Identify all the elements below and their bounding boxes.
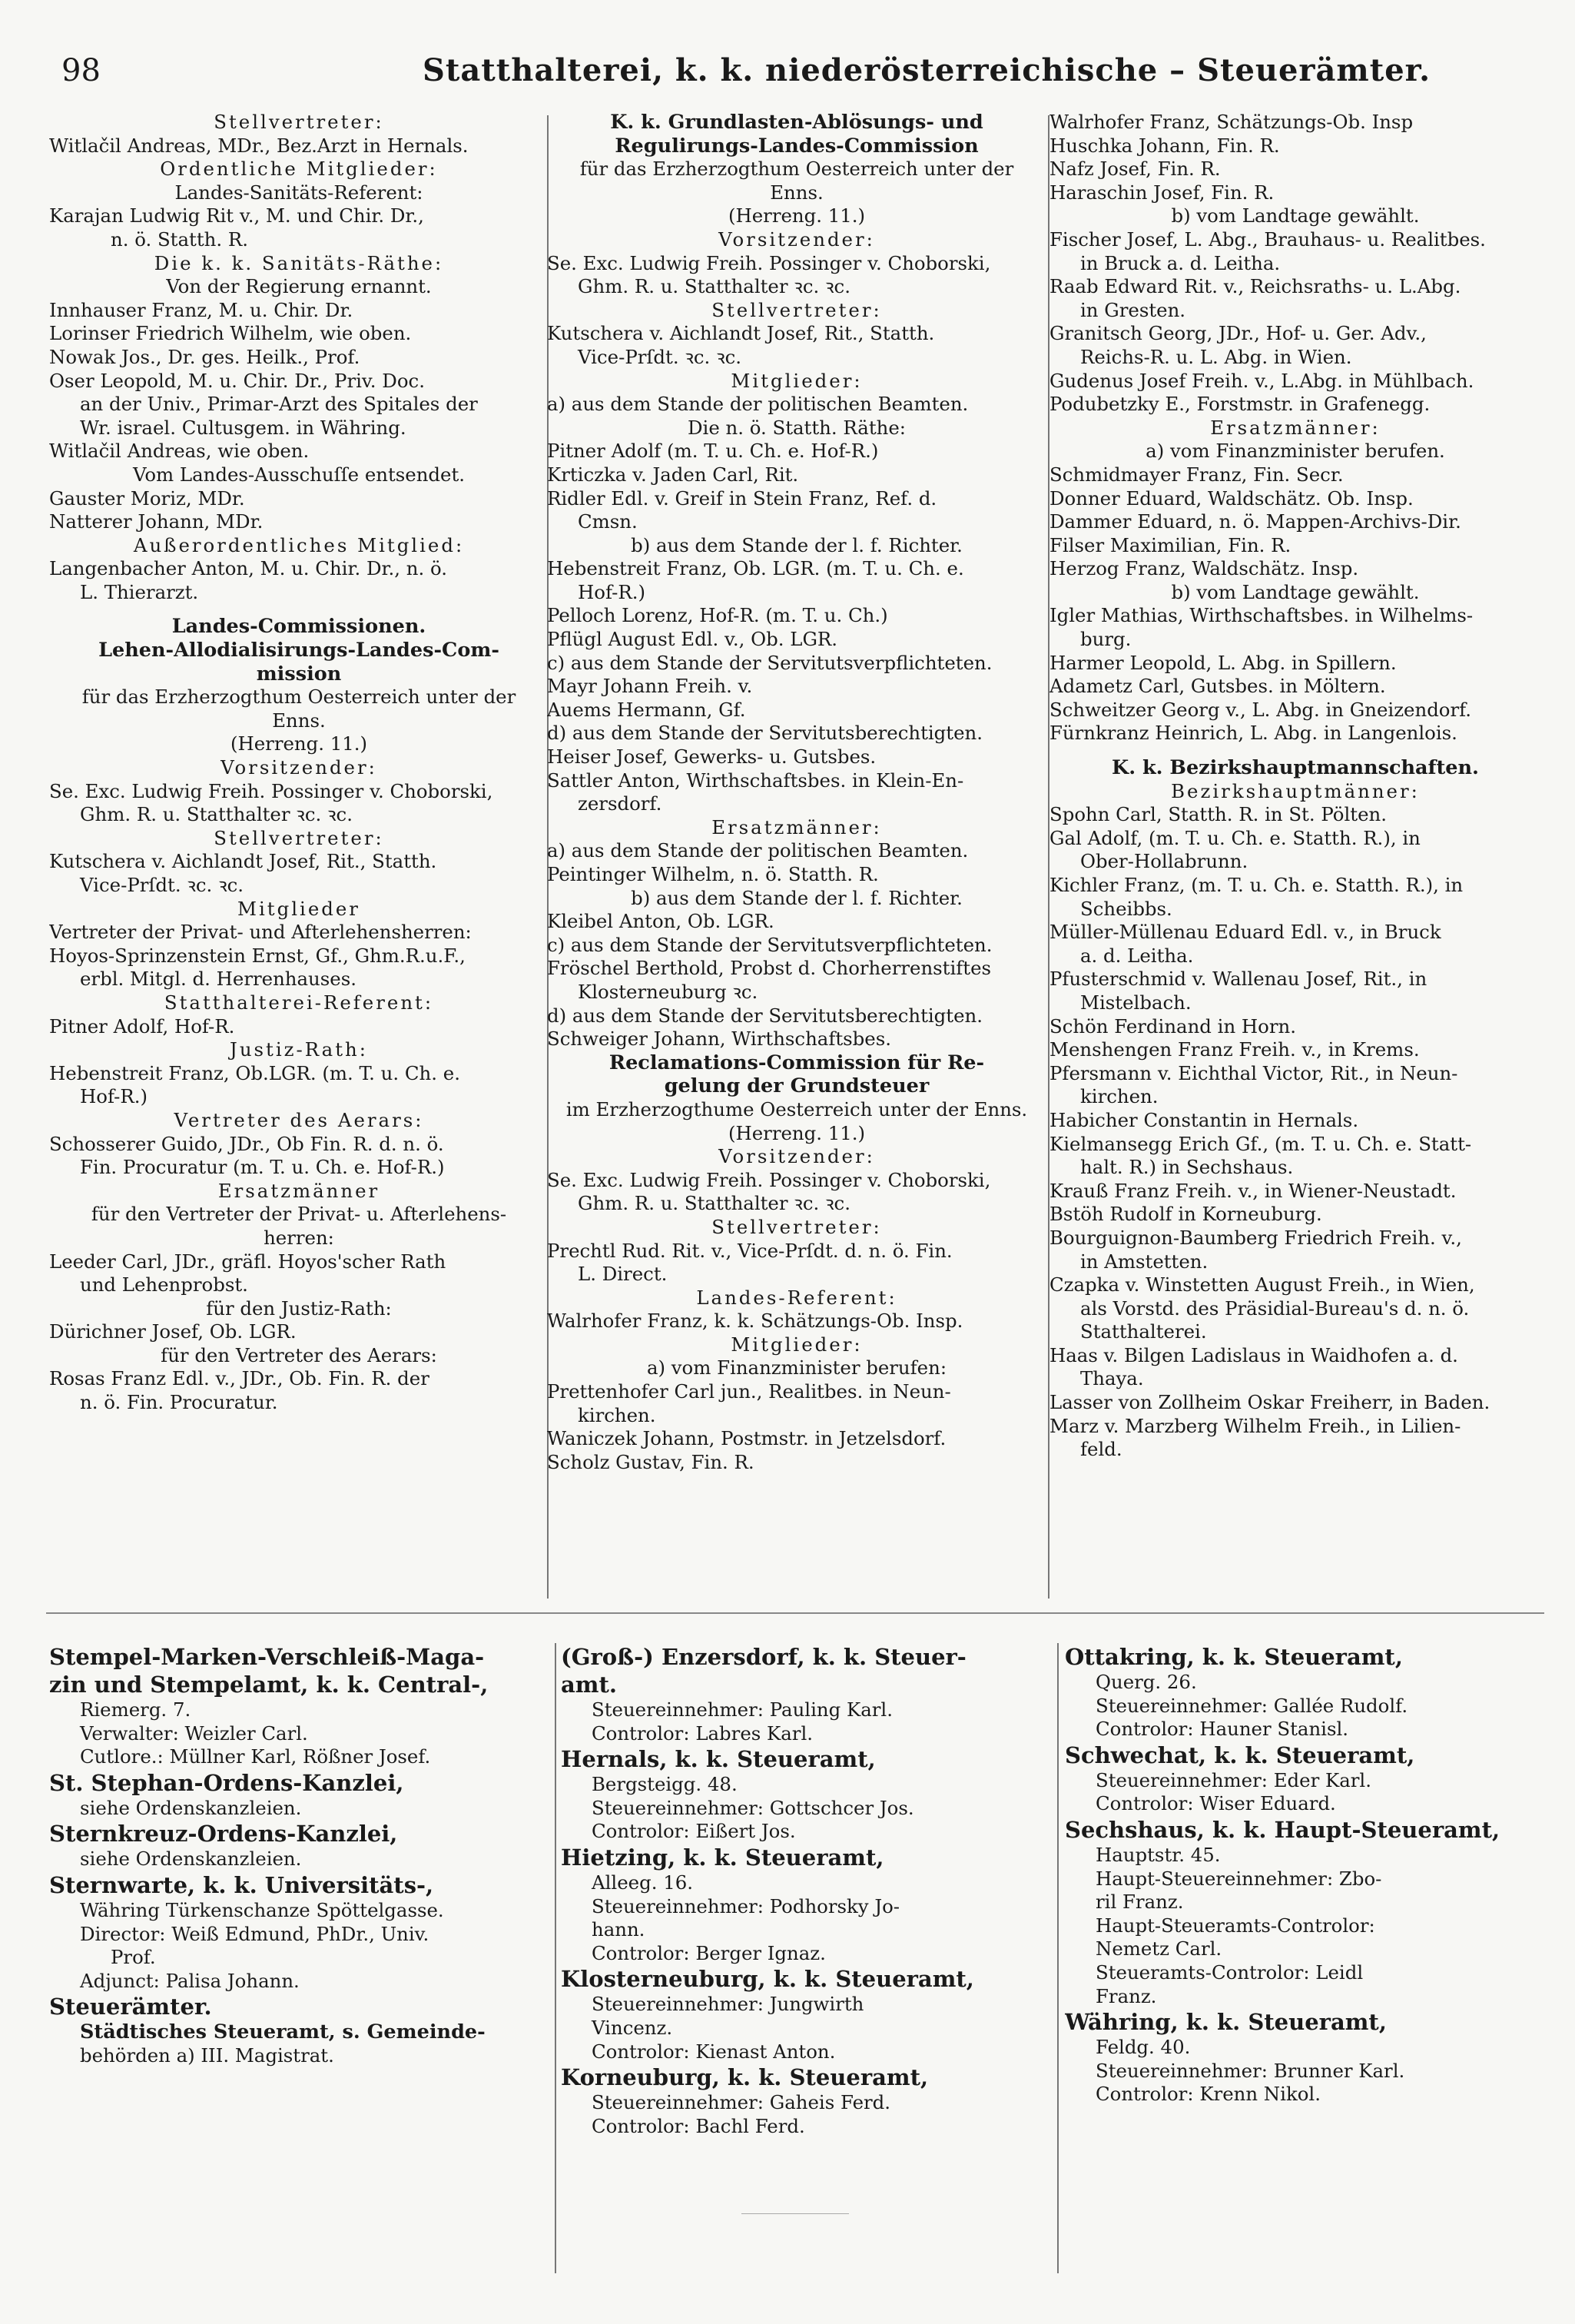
text-line: b) vom Landtage gewählt.	[1171, 580, 1420, 603]
text-line: (Herreng. 11.)	[728, 204, 866, 227]
text-line: Granitsch Georg, JDr., Hof- u. Ger. Adv.,	[1049, 322, 1427, 345]
text-line: Reichs-R. u. L. Abg. in Wien.	[1080, 345, 1352, 368]
section-heading: Lehen-Allodialisirungs-Landes-Com-	[98, 639, 499, 662]
text-line: Steuereinnehmer: Jungwirth	[592, 1993, 864, 2016]
text-line: Mitglieder	[237, 897, 360, 920]
text-line: Enns.	[272, 709, 326, 732]
section-heading: zin und Stempelamt, k. k. Central-,	[49, 1672, 489, 1698]
text-line: Lorinser Friedrich Wilhelm, wie oben.	[49, 322, 412, 345]
text-line: als Vorstd. des Präsidial-Bureau's d. n. ö.	[1080, 1296, 1470, 1320]
running-header	[61, 48, 1431, 101]
text-line: Vincenz.	[592, 2016, 673, 2039]
text-line: c) aus dem Stande der Servitutsverpflichteten.	[547, 933, 993, 956]
text-line: im Erzherzogthume Oesterreich unter der Enns.	[565, 1097, 1028, 1120]
text-line: Riemerg. 7.	[80, 1698, 191, 1721]
text-line: Bourguignon-Baumberg Friedrich Freih. v.,	[1049, 1226, 1462, 1249]
text-line: Enns.	[770, 181, 824, 204]
text-line: Kielmansegg Erich Gf., (m. T. u. Ch. e. Statt-	[1049, 1132, 1472, 1155]
text-line: Leeder Carl, JDr., gräfl. Hoyos'scher Rath	[49, 1250, 446, 1273]
text-line: für das Erzherzogthum Oesterreich unter der	[81, 686, 516, 709]
text-line: Von der Regierung ernannt.	[166, 275, 432, 298]
text-line: Gal Adolf, (m. T. u. Ch. e. Statth. R.), in	[1049, 826, 1421, 849]
text-line: Se. Exc. Ludwig Freih. Possinger v. Choborski,	[49, 779, 493, 802]
text-line: Stellvertreter:	[214, 111, 384, 133]
text-line: L. Thierarzt.	[80, 580, 199, 603]
text-line: Steuereinnehmer: Pauling Karl.	[592, 1698, 893, 1721]
section-heading: amt.	[561, 1672, 617, 1698]
text-line: Vorsitzender:	[718, 227, 875, 251]
text-line: in Amstetten.	[1080, 1250, 1209, 1273]
text-line: Fröschel Berthold, Probst d. Chorherrenstiftes	[547, 957, 992, 980]
text-line: a) aus dem Stande der politischen Beamten.	[547, 393, 969, 416]
text-line: Hebenstreit Franz, Ob. LGR. (m. T. u. Ch. e.	[547, 557, 964, 580]
text-line: Controlor: Bachl Ferd.	[592, 2114, 805, 2137]
text-line: Cmsn.	[578, 510, 638, 533]
text-line: Podubetzky E., Forstmstr. in Grafenegg.	[1049, 393, 1431, 416]
text-line: Kleibel Anton, Ob. LGR.	[547, 910, 774, 933]
text-line: Menshengen Franz Freih. v., in Krems.	[1049, 1038, 1420, 1061]
text-line: Oser Leopold, M. u. Chir. Dr., Priv. Doc.	[49, 369, 425, 392]
text-line: b) aus dem Stande der l. f. Richter.	[631, 886, 963, 909]
text-line: Haraschin Josef, Fin. R.	[1049, 181, 1275, 204]
text-line: Feldg. 40.	[1096, 2036, 1191, 2059]
text-line: Thaya.	[1080, 1367, 1144, 1390]
text-line: Querg. 26.	[1096, 1671, 1197, 1693]
text-line: b) aus dem Stande der l. f. Richter.	[631, 533, 963, 556]
text-line: Stellvertreter:	[711, 1215, 882, 1238]
text-line: Auems Hermann, Gf.	[547, 698, 746, 721]
text-line: Ghm. R. u. Statthalter ꝛc. ꝛc.	[578, 275, 850, 298]
text-line: Hebenstreit Franz, Ob.LGR. (m. T. u. Ch. e.	[49, 1061, 460, 1084]
text-line: an der Univ., Primar-Arzt des Spitales der	[80, 393, 478, 416]
text-line: Bstöh Rudolf in Korneuburg.	[1049, 1203, 1322, 1226]
section-heading: Sternwarte, k. k. Universitäts-,	[49, 1871, 434, 1898]
text-line: für den Justiz-Rath:	[206, 1296, 392, 1320]
text-line: Gauster Moriz, MDr.	[49, 486, 245, 510]
text-line: Hof-R.)	[80, 1085, 148, 1108]
running-title: Statthalterei, k. k. niederösterreichische – Steuerämter.	[423, 52, 1431, 88]
text-line: Adametz Carl, Gutsbes. in Möltern.	[1049, 675, 1386, 698]
section-divider	[46, 1612, 1544, 1614]
text-line: Ober-Hollabrunn.	[1080, 850, 1248, 873]
section-heading: Städtisches Steueramt, s. Gemeinde-	[80, 2020, 486, 2044]
section-heading: gelung der Grundsteuer	[664, 1074, 930, 1098]
text-line: Nowak Jos., Dr. ges. Heilk., Prof.	[49, 345, 360, 368]
text-line: Scheibbs.	[1080, 897, 1172, 920]
text-line: hann.	[592, 1918, 645, 1941]
text-line: Gudenus Josef Freih. v., L.Abg. in Mühlbach.	[1049, 369, 1474, 392]
text-line: d) aus dem Stande der Servitutsberechtigten.	[547, 1004, 983, 1027]
text-line: Witlačil Andreas, wie oben.	[49, 440, 310, 463]
section-heading: Korneuburg, k. k. Steueramt,	[561, 2064, 929, 2091]
text-line: d) aus dem Stande der Servitutsberechtigten.	[547, 722, 983, 745]
text-line: Die k. k. Sanitäts-Räthe:	[154, 251, 444, 274]
text-line: Ersatzmänner:	[1210, 416, 1381, 439]
section-heading: Steuerämter.	[49, 1994, 212, 2020]
text-line: Peintinger Wilhelm, n. ö. Statth. R.	[547, 863, 879, 885]
text-line: Außerordentliches Mitglied:	[133, 533, 465, 556]
text-line: (Herreng. 11.)	[230, 732, 368, 755]
text-line: Filser Maximilian, Fin. R.	[1049, 533, 1292, 556]
text-line: Haupt-Steueramts-Controlor:	[1096, 1914, 1375, 1937]
text-line: a. d. Leitha.	[1080, 944, 1194, 967]
text-line: Vorsitzender:	[220, 756, 377, 779]
text-line: Vice-Prſdt. ꝛc. ꝛc.	[80, 874, 244, 896]
text-line: Krauß Franz Freih. v., in Wiener-Neustadt.	[1049, 1179, 1457, 1202]
text-line: burg.	[1080, 628, 1132, 651]
text-line: Ersatzmänner:	[711, 815, 882, 838]
text-line: kirchen.	[578, 1403, 656, 1426]
text-line: Vorsitzender:	[718, 1145, 875, 1168]
text-line: Schweitzer Georg v., L. Abg. in Gneizendorf.	[1049, 698, 1472, 721]
text-line: Kutschera v. Aichlandt Josef, Rit., Statth.	[547, 322, 935, 345]
text-line: Vom Landes-Ausschuſſe entsendet.	[132, 463, 466, 486]
text-line: a) aus dem Stande der politischen Beamten.	[547, 839, 969, 862]
text-line: Pitner Adolf (m. T. u. Ch. e. Hof-R.)	[547, 440, 879, 463]
text-line	[1049, 745, 1541, 756]
text-line: Controlor: Kienast Anton.	[592, 2040, 836, 2063]
bottom-column-3	[1065, 1643, 1541, 2258]
section-heading: Landes-Commissionen.	[171, 615, 426, 639]
text-line: Kutschera v. Aichlandt Josef, Rit., Statth.	[49, 850, 437, 873]
text-line: Igler Mathias, Wirthschaftsbes. in Wilhelms-	[1049, 604, 1474, 627]
text-line: Verwalter: Weizler Carl.	[80, 1721, 308, 1745]
text-line: Nemetz Carl.	[1096, 1937, 1222, 1960]
text-line: Donner Eduard, Waldschätz. Ob. Insp.	[1049, 486, 1414, 510]
text-line: Karajan Ludwig Rit v., M. und Chir. Dr.,	[49, 204, 424, 227]
text-line: Rosas Franz Edl. v., JDr., Ob. Fin. R. der	[49, 1367, 429, 1390]
text-line: Stellvertreter:	[711, 298, 882, 321]
text-line: Schmidmayer Franz, Fin. Secr.	[1049, 463, 1344, 486]
text-line: in Bruck a. d. Leitha.	[1080, 251, 1281, 274]
column-1	[49, 111, 549, 1586]
text-line: Prettenhofer Carl jun., Realitbes. in Neun-	[547, 1380, 951, 1403]
text-line: Marz v. Marzberg Wilhelm Freih., in Lilien-	[1049, 1414, 1461, 1437]
text-line: L. Direct.	[578, 1263, 668, 1286]
text-line: Habicher Constantin in Hernals.	[1049, 1108, 1359, 1131]
text-line: zersdorf.	[578, 792, 662, 815]
text-line: für den Vertreter der Privat- u. Afterlehens-	[91, 1203, 507, 1226]
text-line: Haupt-Steuereinnehmer: Zbo-	[1096, 1867, 1382, 1890]
text-line: Kichler Franz, (m. T. u. Ch. e. Statth. R.), in	[1049, 874, 1464, 896]
text-line: in Gresten.	[1080, 298, 1186, 321]
text-line: Huschka Johann, Fin. R.	[1049, 134, 1280, 157]
section-heading: Sternkreuz-Ordens-Kanzlei,	[49, 1821, 398, 1848]
text-line: Steuereinnehmer: Brunner Karl.	[1096, 2059, 1405, 2082]
text-line: Bezirkshauptmänner:	[1171, 779, 1420, 802]
text-line: Pfersmann v. Eichthal Victor, Rit., in Neun-	[1049, 1061, 1458, 1084]
text-line: siehe Ordenskanzleien.	[80, 1796, 302, 1819]
text-line: für das Erzherzogthum Oesterreich unter der	[579, 158, 1014, 181]
section-heading: Hietzing, k. k. Steueramt,	[561, 1844, 884, 1871]
section-heading: Sechshaus, k. k. Haupt-Steueramt,	[1065, 1816, 1500, 1843]
text-line: Spohn Carl, Statth. R. in St. Pölten.	[1049, 803, 1387, 826]
text-line: Haas v. Bilgen Ladislaus in Waidhofen a. d.	[1049, 1343, 1458, 1366]
text-line: Dammer Eduard, n. ö. Mappen-Archivs-Dir.	[1049, 510, 1461, 533]
text-line: herren:	[264, 1226, 334, 1249]
text-line: Statthalterei.	[1080, 1320, 1207, 1343]
text-line: Harmer Leopold, L. Abg. in Spillern.	[1049, 651, 1397, 674]
text-line: Steuereinnehmer: Gallée Rudolf.	[1096, 1694, 1408, 1717]
text-line: Ghm. R. u. Statthalter ꝛc. ꝛc.	[578, 1192, 850, 1215]
text-line: Pfusterschmid v. Wallenau Josef, Rit., in	[1049, 968, 1427, 991]
text-line: Mitglieder:	[731, 369, 863, 392]
text-line: Walrhofer Franz, k. k. Schätzungs-Ob. Insp.	[547, 1310, 963, 1333]
text-line: Herzog Franz, Waldschätz. Insp.	[1049, 557, 1359, 580]
text-line: Fischer Josef, L. Abg., Brauhaus- u. Realitbes.	[1049, 227, 1486, 251]
text-line: erbl. Mitgl. d. Herrenhauses.	[80, 968, 356, 991]
text-line: Raab Edward Rit. v., Reichsraths- u. L.Abg.	[1049, 275, 1461, 298]
text-line: und Lehenprobst.	[80, 1273, 248, 1296]
text-line: ril Franz.	[1096, 1891, 1184, 1914]
text-line: Franz.	[1096, 1984, 1157, 2007]
text-line: halt. R.) in Sechshaus.	[1080, 1156, 1294, 1179]
text-line: Controlor: Hauner Stanisl.	[1096, 1718, 1349, 1741]
text-line: Czapka v. Winstetten August Freih., in Wien,	[1049, 1273, 1475, 1296]
text-line: Währing Türkenschanze Spöttelgasse.	[80, 1898, 444, 1921]
text-line: Cutlore.: Müllner Karl, Rößner Josef.	[80, 1745, 431, 1768]
section-heading: (Groß-) Enzersdorf, k. k. Steuer-	[561, 1644, 967, 1670]
text-line: Steuereinnehmer: Podhorsky Jo-	[592, 1894, 900, 1917]
text-line: Controlor: Krenn Nikol.	[1096, 2083, 1321, 2106]
text-line: (Herreng. 11.)	[728, 1121, 866, 1144]
text-line: Schön Ferdinand in Horn.	[1049, 1014, 1296, 1038]
text-line	[49, 604, 549, 615]
column-divider	[1057, 1643, 1059, 2273]
text-line: Controlor: Wiser Eduard.	[1096, 1792, 1336, 1815]
section-heading: Ottakring, k. k. Steueramt,	[1065, 1644, 1403, 1670]
text-line: Klosterneuburg ꝛc.	[578, 980, 758, 1003]
text-line: Pflügl August Edl. v., Ob. LGR.	[547, 628, 838, 651]
text-line: Controlor: Eißert Jos.	[592, 1820, 796, 1843]
text-line: Lasser von Zollheim Oskar Freiherr, in Baden.	[1049, 1391, 1490, 1414]
text-line: Die n. ö. Statth. Räthe:	[687, 416, 907, 439]
text-line: Schosserer Guido, JDr., Ob Fin. R. d. n. ö.	[49, 1132, 444, 1155]
text-line: siehe Ordenskanzleien.	[80, 1848, 302, 1871]
text-line: Steuereinnehmer: Eder Karl.	[1096, 1768, 1371, 1791]
text-line: Prechtl Rud. Rit. v., Vice-Prſdt. d. n. ö. Fin.	[547, 1239, 953, 1262]
text-line: Adjunct: Palisa Johann.	[80, 1969, 300, 1992]
text-line: Se. Exc. Ludwig Freih. Possinger v. Choborski,	[547, 1168, 991, 1191]
text-line: Vertreter der Privat- und Afterlehensherren:	[49, 921, 472, 944]
text-line: Heiser Josef, Gewerks- u. Gutsbes.	[547, 745, 877, 769]
text-line: Mitglieder:	[731, 1333, 863, 1356]
text-line: Innhauser Franz, M. u. Chir. Dr.	[49, 298, 353, 321]
text-line: Prof.	[111, 1946, 156, 1969]
text-line: Pelloch Lorenz, Hof-R. (m. T. u. Ch.)	[547, 604, 888, 627]
end-rule	[741, 2213, 849, 2214]
text-line: Alleeg. 16.	[592, 1871, 693, 1894]
section-heading: Reclamations-Commission für Re-	[608, 1051, 985, 1074]
text-line: Dürichner Josef, Ob. LGR.	[49, 1320, 297, 1343]
text-line: für den Vertreter des Aerars:	[161, 1343, 437, 1366]
text-line: Ridler Edl. v. Greif in Stein Franz, Ref. d.	[547, 486, 937, 510]
text-line: Natterer Johann, MDr.	[49, 510, 264, 533]
text-line: Sattler Anton, Wirthschaftsbes. in Klein-En-	[547, 769, 964, 792]
text-line: Schweiger Johann, Wirthschaftsbes.	[547, 1028, 891, 1051]
text-line: b) vom Landtage gewählt.	[1171, 204, 1420, 227]
text-line: a) vom Finanzminister berufen:	[646, 1356, 947, 1379]
text-line: Se. Exc. Ludwig Freih. Possinger v. Choborski,	[547, 251, 991, 274]
text-line: Witlačil Andreas, MDr., Bez.Arzt in Hernals.	[49, 134, 469, 157]
text-line: Steuereinnehmer: Gottschcer Jos.	[592, 1796, 914, 1819]
text-line: Steuereinnehmer: Gaheis Ferd.	[592, 2091, 891, 2114]
text-line: Fürnkranz Heinrich, L. Abg. in Langenlois.	[1049, 722, 1457, 745]
section-heading: mission	[256, 662, 342, 686]
section-heading: St. Stephan-Ordens-Kanzlei,	[49, 1769, 404, 1796]
text-line: Vertreter des Aerars:	[174, 1108, 424, 1131]
text-line: Krticzka v. Jaden Carl, Rit.	[547, 463, 799, 486]
text-line: Landes-Referent:	[696, 1286, 897, 1309]
text-line: a) vom Finanzminister berufen.	[1146, 440, 1445, 463]
text-line: Ghm. R. u. Statthalter ꝛc. ꝛc.	[80, 803, 353, 826]
text-line: Pitner Adolf, Hof-R.	[49, 1014, 235, 1038]
text-line: Waniczek Johann, Postmstr. in Jetzelsdorf.	[547, 1427, 947, 1450]
text-line: Mistelbach.	[1080, 991, 1192, 1014]
text-line: Justiz-Rath:	[230, 1038, 368, 1061]
section-heading: Stempel-Marken-Verschleiß-Maga-	[49, 1644, 485, 1670]
text-line: Ordentliche Mitglieder:	[160, 158, 438, 181]
text-line: Nafz Josef, Fin. R.	[1049, 158, 1221, 181]
text-line: Hauptstr. 45.	[1096, 1843, 1221, 1866]
text-line: Hof-R.)	[578, 580, 645, 603]
page-number: 98	[61, 53, 101, 88]
text-line: Steueramts-Controlor: Leidl	[1096, 1960, 1364, 1984]
section-heading: Währing, k. k. Steueramt,	[1065, 2009, 1387, 2036]
text-line: feld.	[1080, 1438, 1122, 1461]
section-heading: Klosterneuburg, k. k. Steueramt,	[561, 1966, 974, 1993]
text-line: Bergsteigg. 48.	[592, 1773, 738, 1796]
text-line: Fin. Procuratur (m. T. u. Ch. e. Hof-R.)	[80, 1156, 445, 1179]
text-line: Stellvertreter:	[214, 826, 384, 849]
text-line: Hoyos-Sprinzenstein Ernst, Gf., Ghm.R.u.F.,	[49, 944, 466, 967]
text-line: Controlor: Berger Ignaz.	[592, 1941, 826, 1964]
text-line: c) aus dem Stande der Servitutsverpflichteten.	[547, 651, 993, 674]
section-heading: Regulirungs-Landes-Commission	[615, 134, 979, 158]
text-line: Controlor: Labres Karl.	[592, 1721, 814, 1745]
text-line: Müller-Müllenau Eduard Edl. v., in Bruck	[1049, 921, 1441, 944]
section-heading: Hernals, k. k. Steueramt,	[561, 1746, 876, 1773]
text-line: Langenbacher Anton, M. u. Chir. Dr., n. ö.	[49, 557, 447, 580]
text-line: Walrhofer Franz, Schätzungs-Ob. Insp	[1049, 111, 1414, 133]
section-heading: Schwechat, k. k. Steueramt,	[1065, 1741, 1415, 1768]
text-line: n. ö. Fin. Procuratur.	[80, 1391, 278, 1414]
text-line: Landes-Sanitäts-Referent:	[174, 181, 423, 204]
text-line: Statthalterei-Referent:	[164, 991, 434, 1014]
text-line: Vice-Prſdt. ꝛc. ꝛc.	[578, 345, 742, 368]
text-line: Ersatzmänner	[217, 1179, 380, 1202]
text-line: kirchen.	[1080, 1085, 1159, 1108]
text-line: Mayr Johann Freih. v.	[547, 675, 753, 698]
bottom-column-1	[49, 1643, 549, 2258]
column-3	[1049, 111, 1541, 1586]
column-divider	[555, 1643, 556, 2273]
bottom-column-2	[561, 1643, 1045, 2258]
text-line: Scholz Gustav, Fin. R.	[547, 1450, 754, 1473]
text-line: behörden a) III. Magistrat.	[80, 2043, 334, 2067]
text-line: Director: Weiß Edmund, PhDr., Univ.	[80, 1922, 429, 1945]
section-heading: K. k. Bezirkshauptmannschaften.	[1112, 756, 1479, 780]
column-2	[547, 111, 1046, 1586]
text-line: n. ö. Statth. R.	[111, 227, 248, 251]
text-line: Wr. israel. Cultusgem. in Währing.	[80, 416, 406, 439]
section-heading: K. k. Grundlasten-Ablösungs- und	[610, 111, 983, 134]
